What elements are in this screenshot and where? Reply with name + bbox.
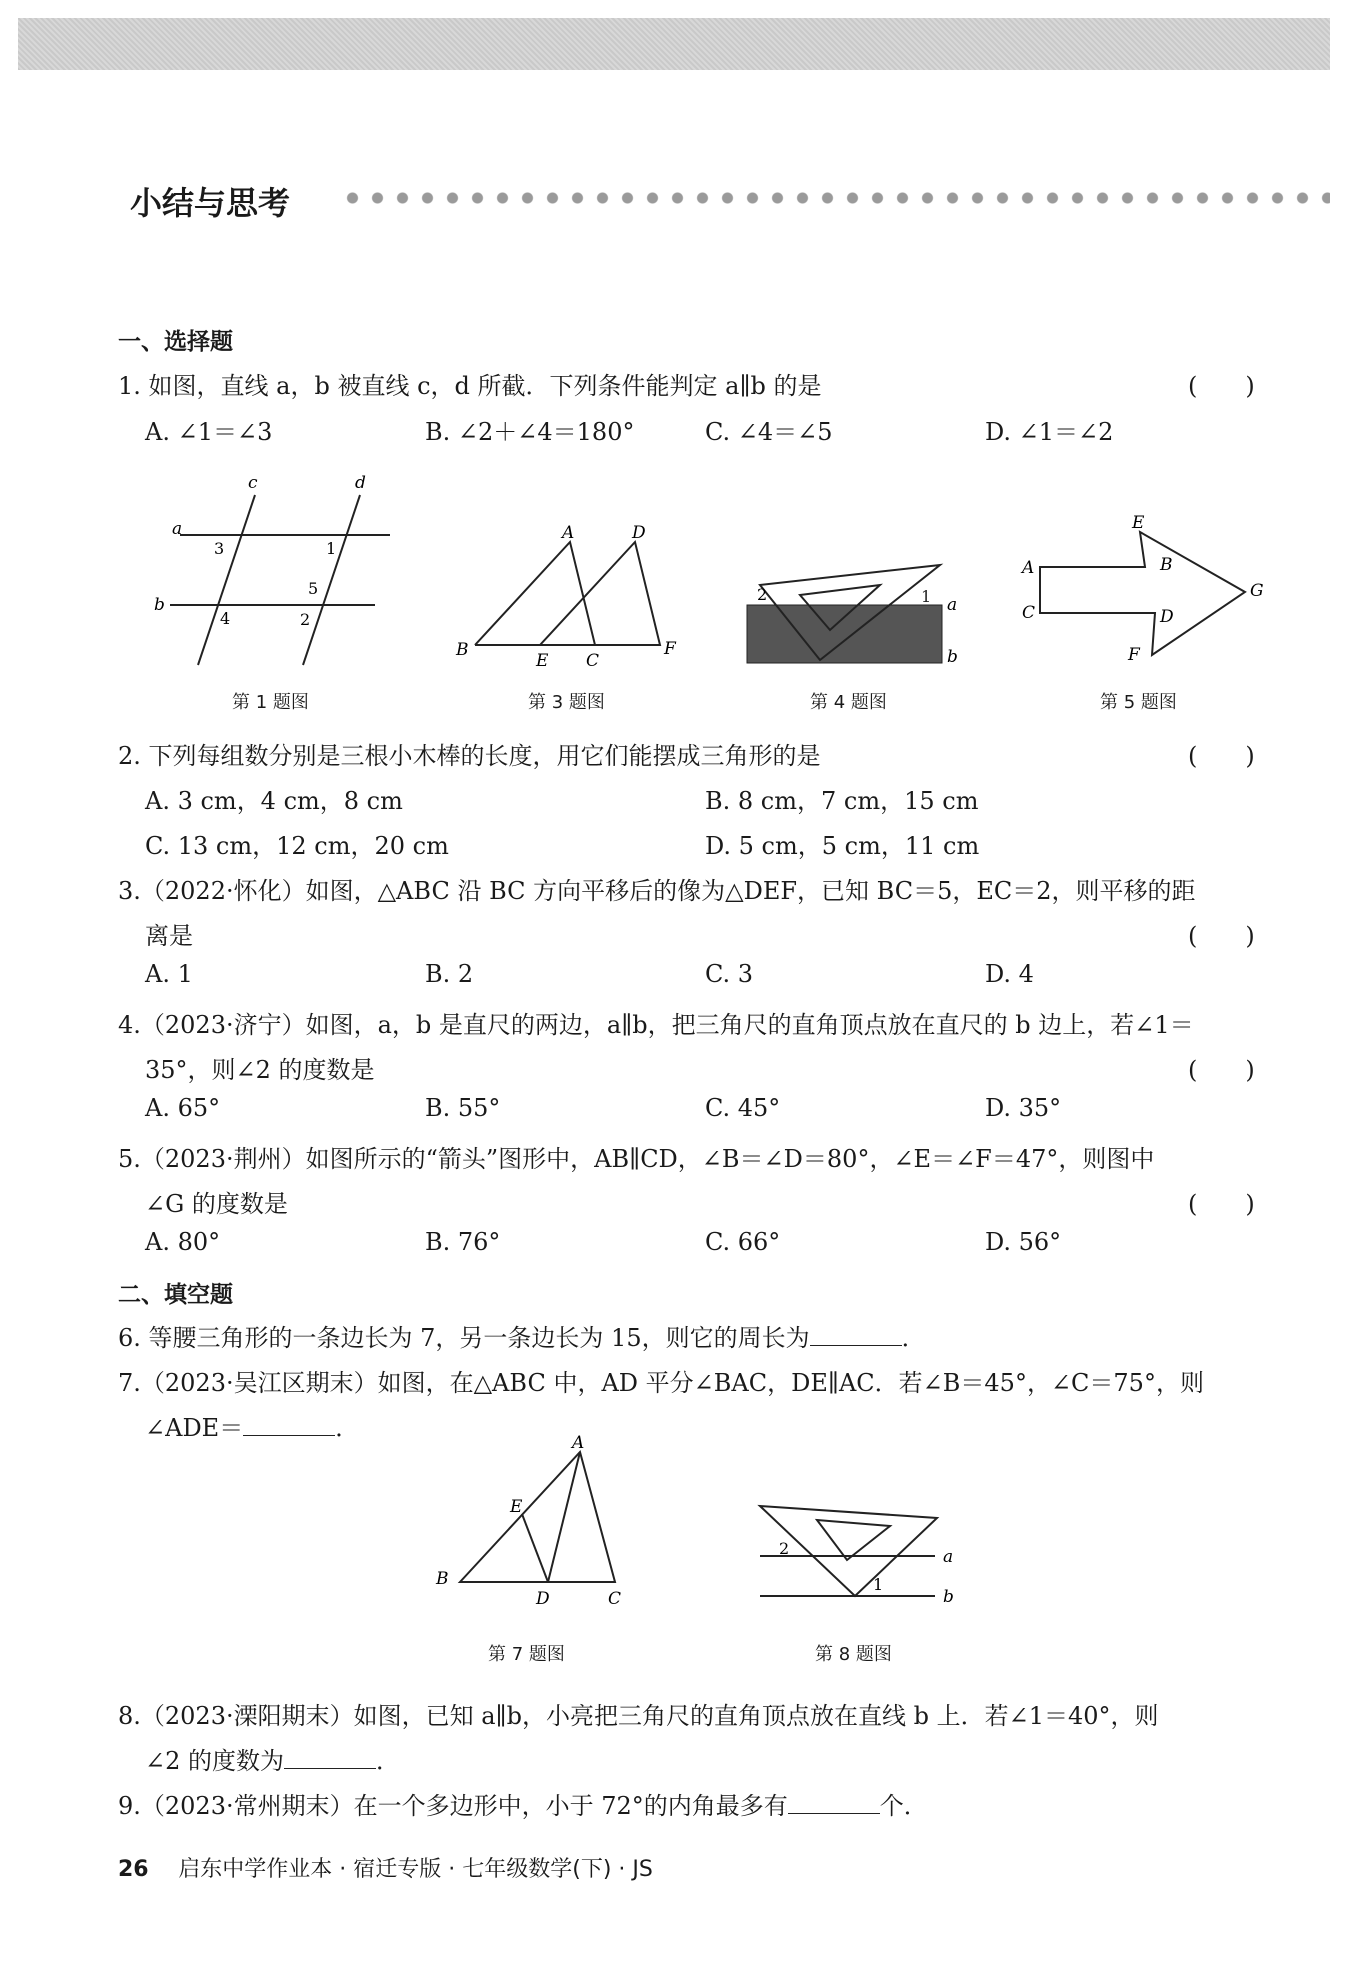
f1-label-d: d bbox=[355, 473, 366, 493]
q6-end: ． bbox=[901, 1324, 926, 1352]
q7-text-cont: ∠ADE＝ bbox=[145, 1414, 244, 1442]
q1-paren: ( ) bbox=[1188, 372, 1255, 400]
caption-fig7: 第 7 题图 bbox=[488, 1644, 565, 1665]
page-number: 26 bbox=[118, 1857, 149, 1882]
q4-option-a: A. 65° bbox=[145, 1094, 221, 1122]
f4-label-2: 2 bbox=[757, 585, 768, 604]
q5-text: 5.（2023·荆州）如图所示的“箭头”图形中，AB∥CD，∠B＝∠D＝80°，∠E＝∠F＝47°，则图中 bbox=[118, 1145, 1155, 1173]
q8-text: 8.（2023·溧阳期末）如图，已知 a∥b，小亮把三角尺的直角顶点放在直线 b 上．若∠1＝40°，则 bbox=[118, 1702, 1159, 1730]
figure-7 bbox=[430, 1432, 630, 1612]
f1-label-3: 3 bbox=[214, 539, 225, 558]
q5-option-b: B. 76° bbox=[425, 1228, 501, 1256]
figure-4 bbox=[735, 560, 975, 670]
f1-label-a: a bbox=[172, 519, 183, 539]
figure-1 bbox=[150, 470, 410, 670]
caption-fig5: 第 5 题图 bbox=[1100, 692, 1177, 713]
q8-end: ． bbox=[376, 1747, 401, 1775]
q3-option-d: D. 4 bbox=[985, 960, 1034, 988]
q4-paren: ( ) bbox=[1188, 1056, 1255, 1084]
f4-label-b: b bbox=[947, 647, 958, 667]
q9-text: 9.（2023·常州期末）在一个多边形中，小于 72°的内角最多有 bbox=[118, 1792, 788, 1820]
figure-8 bbox=[755, 1488, 975, 1608]
f8-label-2: 2 bbox=[779, 1539, 790, 1558]
q1-text: 1. 如图，直线 a，b 被直线 c，d 所截．下列条件能判定 a∥b 的是 bbox=[118, 372, 822, 400]
q5-paren: ( ) bbox=[1188, 1190, 1255, 1218]
f3-label-f: F bbox=[664, 639, 676, 659]
f3-label-e: E bbox=[536, 651, 549, 671]
caption-fig4: 第 4 题图 bbox=[810, 692, 887, 713]
f5-label-b: B bbox=[1160, 555, 1173, 575]
page-footer bbox=[118, 1852, 653, 1883]
f5-label-g: G bbox=[1250, 581, 1264, 601]
q1-option-b: B. ∠2＋∠4＝180° bbox=[425, 418, 635, 446]
f5-label-c: C bbox=[1022, 603, 1036, 623]
f5-label-e: E bbox=[1132, 513, 1145, 533]
q7-text: 7.（2023·吴江区期末）如图，在△ABC 中，AD 平分∠BAC，DE∥AC．若∠B＝45°，∠C＝75°，则 bbox=[118, 1369, 1204, 1397]
q4-option-c: C. 45° bbox=[705, 1094, 781, 1122]
part2-heading: 二、填空题 bbox=[118, 1282, 233, 1308]
q9-end: 个． bbox=[879, 1792, 928, 1820]
q8-text-cont: ∠2 的度数为 bbox=[145, 1747, 285, 1775]
f8-label-b: b bbox=[943, 1587, 954, 1607]
f1-label-1: 1 bbox=[326, 539, 337, 558]
q9-line bbox=[118, 1786, 928, 1821]
q7-answer-blank[interactable] bbox=[243, 1415, 335, 1436]
f7-label-d: D bbox=[536, 1589, 550, 1609]
q7-line2 bbox=[145, 1408, 359, 1443]
q8-answer-blank[interactable] bbox=[284, 1748, 376, 1769]
f1-label-b: b bbox=[154, 595, 165, 615]
f7-label-c: C bbox=[608, 1589, 622, 1609]
dotted-rule bbox=[340, 192, 1330, 204]
f8-label-1: 1 bbox=[873, 1575, 884, 1594]
f8-label-a: a bbox=[943, 1547, 954, 1567]
f7-label-b: B bbox=[436, 1569, 449, 1589]
q3-option-c: C. 3 bbox=[705, 960, 754, 988]
q1-option-d: D. ∠1＝∠2 bbox=[985, 418, 1114, 446]
q1-option-c: C. ∠4＝∠5 bbox=[705, 418, 833, 446]
q5-option-c: C. 66° bbox=[705, 1228, 781, 1256]
figure-3 bbox=[450, 520, 690, 670]
book-title: 启东中学作业本 · 宿迁专版 · 七年级数学(下) · JS bbox=[178, 1857, 653, 1882]
q6-answer-blank[interactable] bbox=[810, 1325, 902, 1346]
f7-label-e: E bbox=[510, 1497, 523, 1517]
q3-option-a: A. 1 bbox=[145, 960, 193, 988]
f3-label-d: D bbox=[632, 523, 646, 543]
f5-label-f: F bbox=[1128, 645, 1140, 665]
q6-line bbox=[118, 1318, 926, 1353]
caption-fig8: 第 8 题图 bbox=[815, 1644, 892, 1665]
f1-label-c: c bbox=[248, 473, 258, 493]
q5-option-d: D. 56° bbox=[985, 1228, 1062, 1256]
caption-fig3: 第 3 题图 bbox=[528, 692, 605, 713]
f1-label-4: 4 bbox=[220, 609, 231, 628]
q2-option-a: A. 3 cm，4 cm，8 cm bbox=[145, 787, 403, 815]
q4-option-d: D. 35° bbox=[985, 1094, 1062, 1122]
q9-answer-blank[interactable] bbox=[788, 1793, 880, 1814]
figure-5 bbox=[1020, 510, 1270, 670]
caption-fig1: 第 1 题图 bbox=[232, 692, 309, 713]
f3-label-c: C bbox=[586, 651, 600, 671]
f5-label-d: D bbox=[1160, 607, 1174, 627]
q3-text: 3.（2022·怀化）如图，△ABC 沿 BC 方向平移后的像为△DEF，已知 BC＝5，EC＝2，则平移的距 bbox=[118, 877, 1196, 905]
q2-paren: ( ) bbox=[1188, 742, 1255, 770]
section-title: 小结与思考 bbox=[130, 184, 291, 222]
q7-end: ． bbox=[335, 1414, 360, 1442]
f3-label-b: B bbox=[456, 640, 469, 660]
q2-text: 2. 下列每组数分别是三根小木棒的长度，用它们能摆成三角形的是 bbox=[118, 742, 821, 770]
q2-option-b: B. 8 cm，7 cm，15 cm bbox=[705, 787, 979, 815]
f4-label-1: 1 bbox=[921, 587, 932, 606]
q4-option-b: B. 55° bbox=[425, 1094, 501, 1122]
top-band bbox=[18, 18, 1330, 70]
q4-text: 4.（2023·济宁）如图，a，b 是直尺的两边，a∥b，把三角尺的直角顶点放在直尺的 b 边上，若∠1＝ bbox=[118, 1011, 1194, 1039]
q5-option-a: A. 80° bbox=[145, 1228, 221, 1256]
q8-line2 bbox=[145, 1741, 400, 1776]
q3-option-b: B. 2 bbox=[425, 960, 474, 988]
f3-label-a: A bbox=[562, 523, 575, 543]
f1-label-2: 2 bbox=[300, 610, 311, 629]
q2-option-c: C. 13 cm，12 cm，20 cm bbox=[145, 832, 449, 860]
q3-paren: ( ) bbox=[1188, 922, 1255, 950]
q5-text-cont: ∠G 的度数是 bbox=[145, 1190, 288, 1218]
q3-text-cont: 离是 bbox=[145, 922, 193, 950]
f4-label-a: a bbox=[947, 595, 958, 615]
q1-option-a: A. ∠1＝∠3 bbox=[145, 418, 273, 446]
q4-text-cont: 35°，则∠2 的度数是 bbox=[145, 1056, 375, 1084]
f5-label-a: A bbox=[1022, 558, 1035, 578]
q6-text: 6. 等腰三角形的一条边长为 7，另一条边长为 15，则它的周长为 bbox=[118, 1324, 810, 1352]
q2-option-d: D. 5 cm，5 cm，11 cm bbox=[705, 832, 980, 860]
f7-label-a: A bbox=[572, 1433, 585, 1453]
f1-label-5: 5 bbox=[308, 579, 319, 598]
part1-heading: 一、选择题 bbox=[118, 329, 233, 355]
